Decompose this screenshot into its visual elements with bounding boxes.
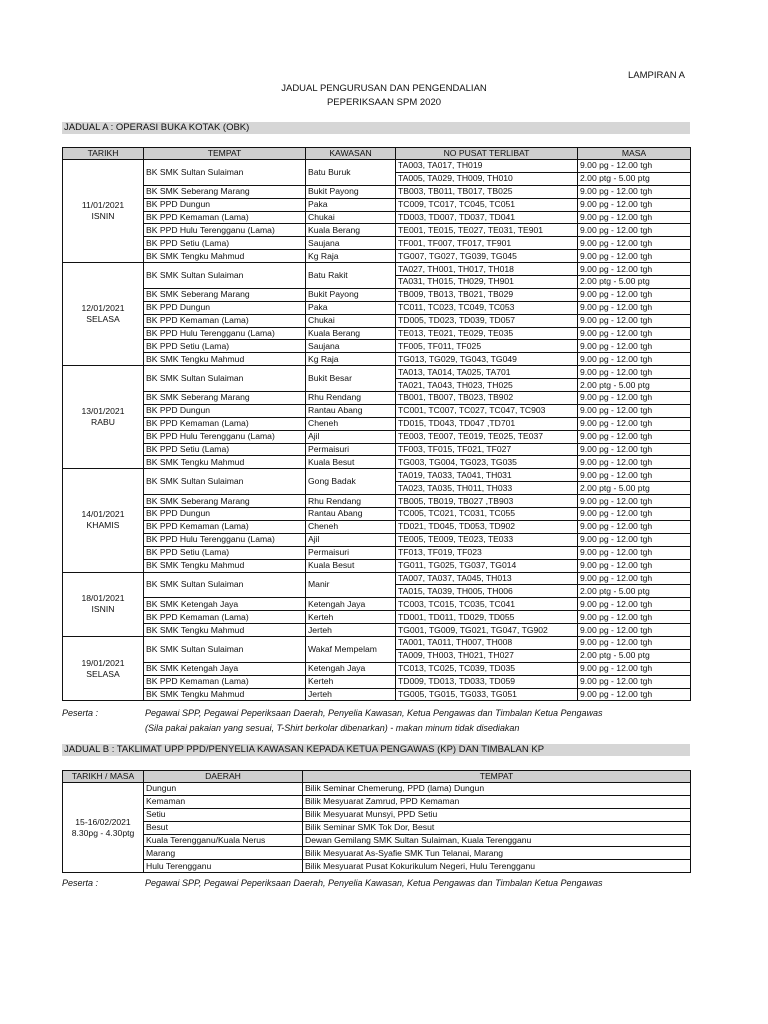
table-row [63, 340, 691, 353]
tempat-cell: BK PPD Kemaman (Lama) [144, 417, 306, 430]
tempat-cell: BK PPD Hulu Terengganu (Lama) [144, 533, 306, 546]
table-row [63, 417, 691, 430]
table-row [63, 237, 691, 250]
daerah-cell: Kemaman [144, 795, 303, 808]
no-pusat-cell: TG013, TG029, TG043, TG049 [396, 353, 578, 366]
table-row [63, 288, 691, 301]
tempat-cell: BK PPD Setiu (Lama) [144, 237, 306, 250]
table-row [63, 327, 691, 340]
no-pusat-cell: TA021, TA043, TH023, TH025 [396, 379, 578, 392]
tempat-cell: BK PPD Kemaman (Lama) [144, 520, 306, 533]
tempat-cell: BK SMK Sultan Sulaiman [144, 572, 306, 598]
jadual-b-header-cell: TEMPAT [303, 771, 691, 783]
table-row [63, 160, 691, 173]
lampiran-label: LAMPIRAN A [628, 70, 686, 81]
date-text: 14/01/2021 [81, 509, 125, 520]
jadual-a-header-row [63, 148, 691, 160]
tempat-cell: BK PPD Hulu Terengganu (Lama) [144, 224, 306, 237]
table-row [63, 353, 691, 366]
masa-cell: 9.00 pg - 12.00 tgh [578, 250, 691, 263]
no-pusat-cell: TG001, TG009, TG021, TG047, TG902 [396, 624, 578, 637]
jadual-b-table [62, 770, 691, 873]
masa-cell: 9.00 pg - 12.00 tgh [578, 520, 691, 533]
tempat-cell: BK PPD Dungun [144, 404, 306, 417]
tempat-cell: BK PPD Kemaman (Lama) [144, 314, 306, 327]
table-row [63, 211, 691, 224]
kawasan-cell: Rantau Abang [306, 508, 396, 521]
no-pusat-cell: TA009, TH003, TH021, TH027 [396, 649, 578, 662]
no-pusat-cell: TA023, TA035, TH011, TH033 [396, 482, 578, 495]
tempat-cell: BK SMK Tengku Mahmud [144, 353, 306, 366]
table-row [63, 404, 691, 417]
masa-cell: 9.00 pg - 12.00 tgh [578, 598, 691, 611]
kawasan-cell: Batu Buruk [306, 160, 396, 186]
kawasan-cell: Permaisuri [306, 443, 396, 456]
daerah-cell: Besut [144, 821, 303, 834]
date-text: 13/01/2021 [81, 406, 125, 417]
no-pusat-cell: TA015, TA039, TH005, TH006 [396, 585, 578, 598]
kawasan-cell: Chukai [306, 314, 396, 327]
no-pusat-cell: TA019, TA033, TA041, TH031 [396, 469, 578, 482]
no-pusat-cell: TE013, TE021, TE029, TE035 [396, 327, 578, 340]
date-text: 19/01/2021 [81, 657, 125, 668]
table-row [63, 624, 691, 637]
masa-cell: 9.00 pg - 12.00 tgh [578, 185, 691, 198]
table-row [63, 443, 691, 456]
tempat-cell: BK PPD Setiu (Lama) [144, 340, 306, 353]
no-pusat-cell: TF013, TF019, TF023 [396, 546, 578, 559]
table-row [63, 783, 691, 796]
no-pusat-cell: TA027, TH001, TH017, TH018 [396, 263, 578, 276]
table-row [63, 185, 691, 198]
tempat-cell: BK SMK Seberang Marang [144, 288, 306, 301]
date-cell [63, 366, 144, 469]
kawasan-cell: Saujana [306, 237, 396, 250]
masa-cell: 2.00 ptg - 5.00 ptg [578, 585, 691, 598]
masa-cell: 9.00 pg - 12.00 tgh [578, 636, 691, 649]
masa-cell: 9.00 pg - 12.00 tgh [578, 611, 691, 624]
day-text: ISNIN [91, 211, 115, 222]
masa-cell: 9.00 pg - 12.00 tgh [578, 417, 691, 430]
table-row [63, 508, 691, 521]
kawasan-cell: Ketengah Jaya [306, 662, 396, 675]
masa-cell: 9.00 pg - 12.00 tgh [578, 688, 691, 701]
kawasan-cell: Batu Rakit [306, 263, 396, 289]
day-text: SELASA [86, 668, 120, 679]
day-text: KHAMIS [86, 520, 120, 531]
no-pusat-cell: TD021, TD045, TD053, TD902 [396, 520, 578, 533]
kawasan-cell: Bukit Besar [306, 366, 396, 392]
no-pusat-cell: TC009, TC017, TC045, TC051 [396, 198, 578, 211]
no-pusat-cell: TB001, TB007, TB023, TB902 [396, 392, 578, 405]
tarikh-masa-cell [63, 783, 144, 873]
masa-cell: 9.00 pg - 12.00 tgh [578, 533, 691, 546]
table-row [63, 688, 691, 701]
table-row [63, 366, 691, 379]
masa-cell: 2.00 ptg - 5.00 ptg [578, 379, 691, 392]
kawasan-cell: Kuala Besut [306, 456, 396, 469]
tempat-cell: Bilik Mesyuarat Zamrud, PPD Kemaman [303, 795, 691, 808]
kawasan-cell: Saujana [306, 340, 396, 353]
no-pusat-cell: TA005, TA029, TH009, TH010 [396, 172, 578, 185]
tempat-cell: BK PPD Hulu Terengganu (Lama) [144, 327, 306, 340]
tempat-cell: BK SMK Seberang Marang [144, 185, 306, 198]
table-row [63, 495, 691, 508]
kawasan-cell: Kuala Besut [306, 559, 396, 572]
table-row [63, 392, 691, 405]
table-row [63, 263, 691, 276]
masa-cell: 9.00 pg - 12.00 tgh [578, 224, 691, 237]
table-row [63, 834, 691, 847]
table-row [63, 611, 691, 624]
no-pusat-cell: TD001, TD011, TD029, TD055 [396, 611, 578, 624]
time-text: 8.30pg - 4.30ptg [71, 827, 135, 838]
tempat-cell: BK SMK Ketengah Jaya [144, 598, 306, 611]
masa-cell: 9.00 pg - 12.00 tgh [578, 469, 691, 482]
no-pusat-cell: TB003, TB011, TB017, TB025 [396, 185, 578, 198]
tempat-cell: BK SMK Sultan Sulaiman [144, 366, 306, 392]
no-pusat-cell: TB009, TB013, TB021, TB029 [396, 288, 578, 301]
tempat-cell: Bilik Mesyuarat Munsyi, PPD Setiu [303, 808, 691, 821]
date-text: 15-16/02/2021 [75, 816, 131, 827]
kawasan-cell: Jerteh [306, 688, 396, 701]
tempat-cell: BK PPD Setiu (Lama) [144, 546, 306, 559]
kawasan-cell: Ketengah Jaya [306, 598, 396, 611]
kawasan-cell: Bukit Payong [306, 185, 396, 198]
masa-cell: 9.00 pg - 12.00 tgh [578, 456, 691, 469]
table-row [63, 301, 691, 314]
table-row [63, 795, 691, 808]
kawasan-cell: Gong Badak [306, 469, 396, 495]
masa-cell: 9.00 pg - 12.00 tgh [578, 353, 691, 366]
no-pusat-cell: TF005, TF011, TF025 [396, 340, 578, 353]
tempat-cell: BK SMK Sultan Sulaiman [144, 636, 306, 662]
no-pusat-cell: TG005, TG015, TG033, TG051 [396, 688, 578, 701]
masa-cell: 9.00 pg - 12.00 tgh [578, 572, 691, 585]
kawasan-cell: Jerteh [306, 624, 396, 637]
jadual-a-table [62, 147, 691, 701]
masa-cell: 9.00 pg - 12.00 tgh [578, 559, 691, 572]
kawasan-cell: Kuala Berang [306, 327, 396, 340]
masa-cell: 9.00 pg - 12.00 tgh [578, 160, 691, 173]
jadual-b-header-row [63, 771, 691, 783]
table-row [63, 847, 691, 860]
masa-cell: 9.00 pg - 12.00 tgh [578, 443, 691, 456]
no-pusat-cell: TD005, TD023, TD039, TD057 [396, 314, 578, 327]
masa-cell: 9.00 pg - 12.00 tgh [578, 430, 691, 443]
masa-cell: 9.00 pg - 12.00 tgh [578, 237, 691, 250]
tempat-cell: BK SMK Seberang Marang [144, 495, 306, 508]
jadual-a-heading: JADUAL A : OPERASI BUKA KOTAK (OBK) [62, 122, 690, 134]
no-pusat-cell: TD015, TD043, TD047 ,TD701 [396, 417, 578, 430]
jadual-a-header-cell: NO PUSAT TERLIBAT [396, 148, 578, 160]
masa-cell: 9.00 pg - 12.00 tgh [578, 392, 691, 405]
jadual-b-header-cell: DAERAH [144, 771, 303, 783]
masa-cell: 2.00 ptg - 5.00 ptg [578, 276, 691, 289]
date-text: 12/01/2021 [81, 303, 125, 314]
tempat-cell: BK SMK Tengku Mahmud [144, 250, 306, 263]
table-row [63, 636, 691, 649]
kawasan-cell: Paka [306, 301, 396, 314]
masa-cell: 2.00 ptg - 5.00 ptg [578, 649, 691, 662]
masa-cell: 9.00 pg - 12.00 tgh [578, 495, 691, 508]
tempat-cell: BK SMK Ketengah Jaya [144, 662, 306, 675]
jadual-a-header-cell: KAWASAN [306, 148, 396, 160]
no-pusat-cell: TA003, TA017, TH019 [396, 160, 578, 173]
jadual-a-header-cell: TEMPAT [144, 148, 306, 160]
document-subtitle: PEPERIKSAAN SPM 2020 [326, 97, 442, 108]
no-pusat-cell: TE003, TE007, TE019, TE025, TE037 [396, 430, 578, 443]
kawasan-cell: Kerteh [306, 611, 396, 624]
masa-cell: 9.00 pg - 12.00 tgh [578, 662, 691, 675]
table-row [63, 598, 691, 611]
tempat-cell: Bilik Mesyuarat Pusat Kokurikulum Negeri, Hulu Terengganu [303, 860, 691, 873]
no-pusat-cell: TC011, TC023, TC049, TC053 [396, 301, 578, 314]
table-row [63, 808, 691, 821]
masa-cell: 9.00 pg - 12.00 tgh [578, 263, 691, 276]
table-row [63, 250, 691, 263]
no-pusat-cell: TA013, TA014, TA025, TA701 [396, 366, 578, 379]
jadual-a-peserta-note: (Sila pakai pakaian yang sesuai, T-Shirt berkolar dibenarkan) - makan minum tidak disediakan [145, 723, 520, 733]
kawasan-cell: Wakaf Mempelam [306, 636, 396, 662]
no-pusat-cell: TC001, TC007, TC027, TC047, TC903 [396, 404, 578, 417]
date-cell [63, 572, 144, 636]
masa-cell: 9.00 pg - 12.00 tgh [578, 327, 691, 340]
table-row [63, 559, 691, 572]
no-pusat-cell: TF001, TF007, TF017, TF901 [396, 237, 578, 250]
kawasan-cell: Kg Raja [306, 353, 396, 366]
kawasan-cell: Kerteh [306, 675, 396, 688]
day-text: RABU [91, 417, 115, 428]
masa-cell: 9.00 pg - 12.00 tgh [578, 198, 691, 211]
tempat-cell: Bilik Mesyuarat As-Syafie SMK Tun Telanai, Marang [303, 847, 691, 860]
no-pusat-cell: TD009, TD013, TD033, TD059 [396, 675, 578, 688]
kawasan-cell: Permaisuri [306, 546, 396, 559]
tempat-cell: BK SMK Seberang Marang [144, 392, 306, 405]
table-row [63, 662, 691, 675]
table-row [63, 533, 691, 546]
tempat-cell: BK PPD Hulu Terengganu (Lama) [144, 430, 306, 443]
tempat-cell: Bilik Seminar SMK Tok Dor, Besut [303, 821, 691, 834]
no-pusat-cell: TF003, TF015, TF021, TF027 [396, 443, 578, 456]
table-row [63, 224, 691, 237]
kawasan-cell: Cheneh [306, 417, 396, 430]
kawasan-cell: Kg Raja [306, 250, 396, 263]
table-row [63, 821, 691, 834]
masa-cell: 9.00 pg - 12.00 tgh [578, 301, 691, 314]
table-row [63, 456, 691, 469]
jadual-b-peserta-label: Peserta : [62, 878, 99, 888]
no-pusat-cell: TE005, TE009, TE023, TE033 [396, 533, 578, 546]
daerah-cell: Kuala Terengganu/Kuala Nerus [144, 834, 303, 847]
kawasan-cell: Ajil [306, 533, 396, 546]
day-text: SELASA [86, 314, 120, 325]
date-cell [63, 263, 144, 366]
table-row [63, 520, 691, 533]
date-cell [63, 636, 144, 700]
document-title: JADUAL PENGURUSAN DAN PENGENDALIAN [281, 83, 487, 94]
tempat-cell: BK SMK Tengku Mahmud [144, 624, 306, 637]
date-text: 18/01/2021 [81, 593, 125, 604]
date-cell [63, 469, 144, 572]
tempat-cell: BK SMK Sultan Sulaiman [144, 263, 306, 289]
masa-cell: 9.00 pg - 12.00 tgh [578, 314, 691, 327]
jadual-b-header-cell: TARIKH / MASA [63, 771, 144, 783]
table-row [63, 469, 691, 482]
masa-cell: 9.00 pg - 12.00 tgh [578, 508, 691, 521]
tempat-cell: BK PPD Dungun [144, 508, 306, 521]
no-pusat-cell: TG007, TG027, TG039, TG045 [396, 250, 578, 263]
table-row [63, 314, 691, 327]
tempat-cell: Dewan Gemilang SMK Sultan Sulaiman, Kuala Terengganu [303, 834, 691, 847]
daerah-cell: Marang [144, 847, 303, 860]
tempat-cell: BK SMK Tengku Mahmud [144, 688, 306, 701]
jadual-b-heading: JADUAL B : TAKLIMAT UPP PPD/PENYELIA KAWASAN KEPADA KETUA PENGAWAS (KP) DAN TIMBALAN KP [62, 744, 690, 756]
tempat-cell: BK PPD Kemaman (Lama) [144, 675, 306, 688]
daerah-cell: Hulu Terengganu [144, 860, 303, 873]
table-row [63, 675, 691, 688]
kawasan-cell: Rantau Abang [306, 404, 396, 417]
masa-cell: 9.00 pg - 12.00 tgh [578, 366, 691, 379]
daerah-cell: Setiu [144, 808, 303, 821]
masa-cell: 9.00 pg - 12.00 tgh [578, 404, 691, 417]
table-row [63, 572, 691, 585]
jadual-a-peserta-text: Pegawai SPP, Pegawai Peperiksaan Daerah, Penyelia Kawasan, Ketua Pengawas dan Timbalan Ketua Pengawas [145, 708, 603, 718]
tempat-cell: BK PPD Setiu (Lama) [144, 443, 306, 456]
date-text: 11/01/2021 [81, 200, 125, 211]
tempat-cell: BK SMK Tengku Mahmud [144, 559, 306, 572]
masa-cell: 9.00 pg - 12.00 tgh [578, 340, 691, 353]
no-pusat-cell: TC003, TC015, TC035, TC041 [396, 598, 578, 611]
kawasan-cell: Paka [306, 198, 396, 211]
tempat-cell: BK PPD Kemaman (Lama) [144, 611, 306, 624]
day-text: ISNIN [91, 604, 115, 615]
no-pusat-cell: TG011, TG025, TG037, TG014 [396, 559, 578, 572]
kawasan-cell: Chukai [306, 211, 396, 224]
date-cell [63, 160, 144, 263]
jadual-b-peserta-text: Pegawai SPP, Pegawai Peperiksaan Daerah, Penyelia Kawasan, Ketua Pengawas dan Timbalan Ketua Pengawas [145, 878, 603, 888]
kawasan-cell: Cheneh [306, 520, 396, 533]
kawasan-cell: Manir [306, 572, 396, 598]
masa-cell: 2.00 ptg - 5.00 ptg [578, 172, 691, 185]
masa-cell: 9.00 pg - 12.00 tgh [578, 624, 691, 637]
kawasan-cell: Rhu Rendang [306, 392, 396, 405]
masa-cell: 9.00 pg - 12.00 tgh [578, 675, 691, 688]
tempat-cell: BK PPD Dungun [144, 198, 306, 211]
masa-cell: 9.00 pg - 12.00 tgh [578, 288, 691, 301]
kawasan-cell: Kuala Berang [306, 224, 396, 237]
kawasan-cell: Rhu Rendang [306, 495, 396, 508]
kawasan-cell: Ajil [306, 430, 396, 443]
tempat-cell: Bilik Seminar Chemerung, PPD (lama) Dungun [303, 783, 691, 796]
jadual-a-header-cell: MASA [578, 148, 691, 160]
daerah-cell: Dungun [144, 783, 303, 796]
no-pusat-cell: TA001, TA011, TH007, TH008 [396, 636, 578, 649]
kawasan-cell: Bukit Payong [306, 288, 396, 301]
table-row [63, 198, 691, 211]
tempat-cell: BK SMK Sultan Sulaiman [144, 160, 306, 186]
tempat-cell: BK PPD Dungun [144, 301, 306, 314]
table-row [63, 430, 691, 443]
masa-cell: 9.00 pg - 12.00 tgh [578, 546, 691, 559]
tempat-cell: BK SMK Tengku Mahmud [144, 456, 306, 469]
no-pusat-cell: TA031, TH015, TH029, TH901 [396, 276, 578, 289]
jadual-a-peserta-label: Peserta : [62, 708, 99, 718]
no-pusat-cell: TC013, TC025, TC039, TD035 [396, 662, 578, 675]
masa-cell: 9.00 pg - 12.00 tgh [578, 211, 691, 224]
jadual-a-header-cell: TARIKH [63, 148, 144, 160]
no-pusat-cell: TG003, TG004, TG023, TG035 [396, 456, 578, 469]
no-pusat-cell: TA007, TA037, TA045, TH013 [396, 572, 578, 585]
no-pusat-cell: TB005, TB019, TB027 ,TB903 [396, 495, 578, 508]
table-row [63, 860, 691, 873]
masa-cell: 2.00 ptg - 5.00 ptg [578, 482, 691, 495]
tempat-cell: BK SMK Sultan Sulaiman [144, 469, 306, 495]
tempat-cell: BK PPD Kemaman (Lama) [144, 211, 306, 224]
no-pusat-cell: TC005, TC021, TC031, TC055 [396, 508, 578, 521]
no-pusat-cell: TD003, TD007, TD037, TD041 [396, 211, 578, 224]
table-row [63, 546, 691, 559]
no-pusat-cell: TE001, TE015, TE027, TE031, TE901 [396, 224, 578, 237]
